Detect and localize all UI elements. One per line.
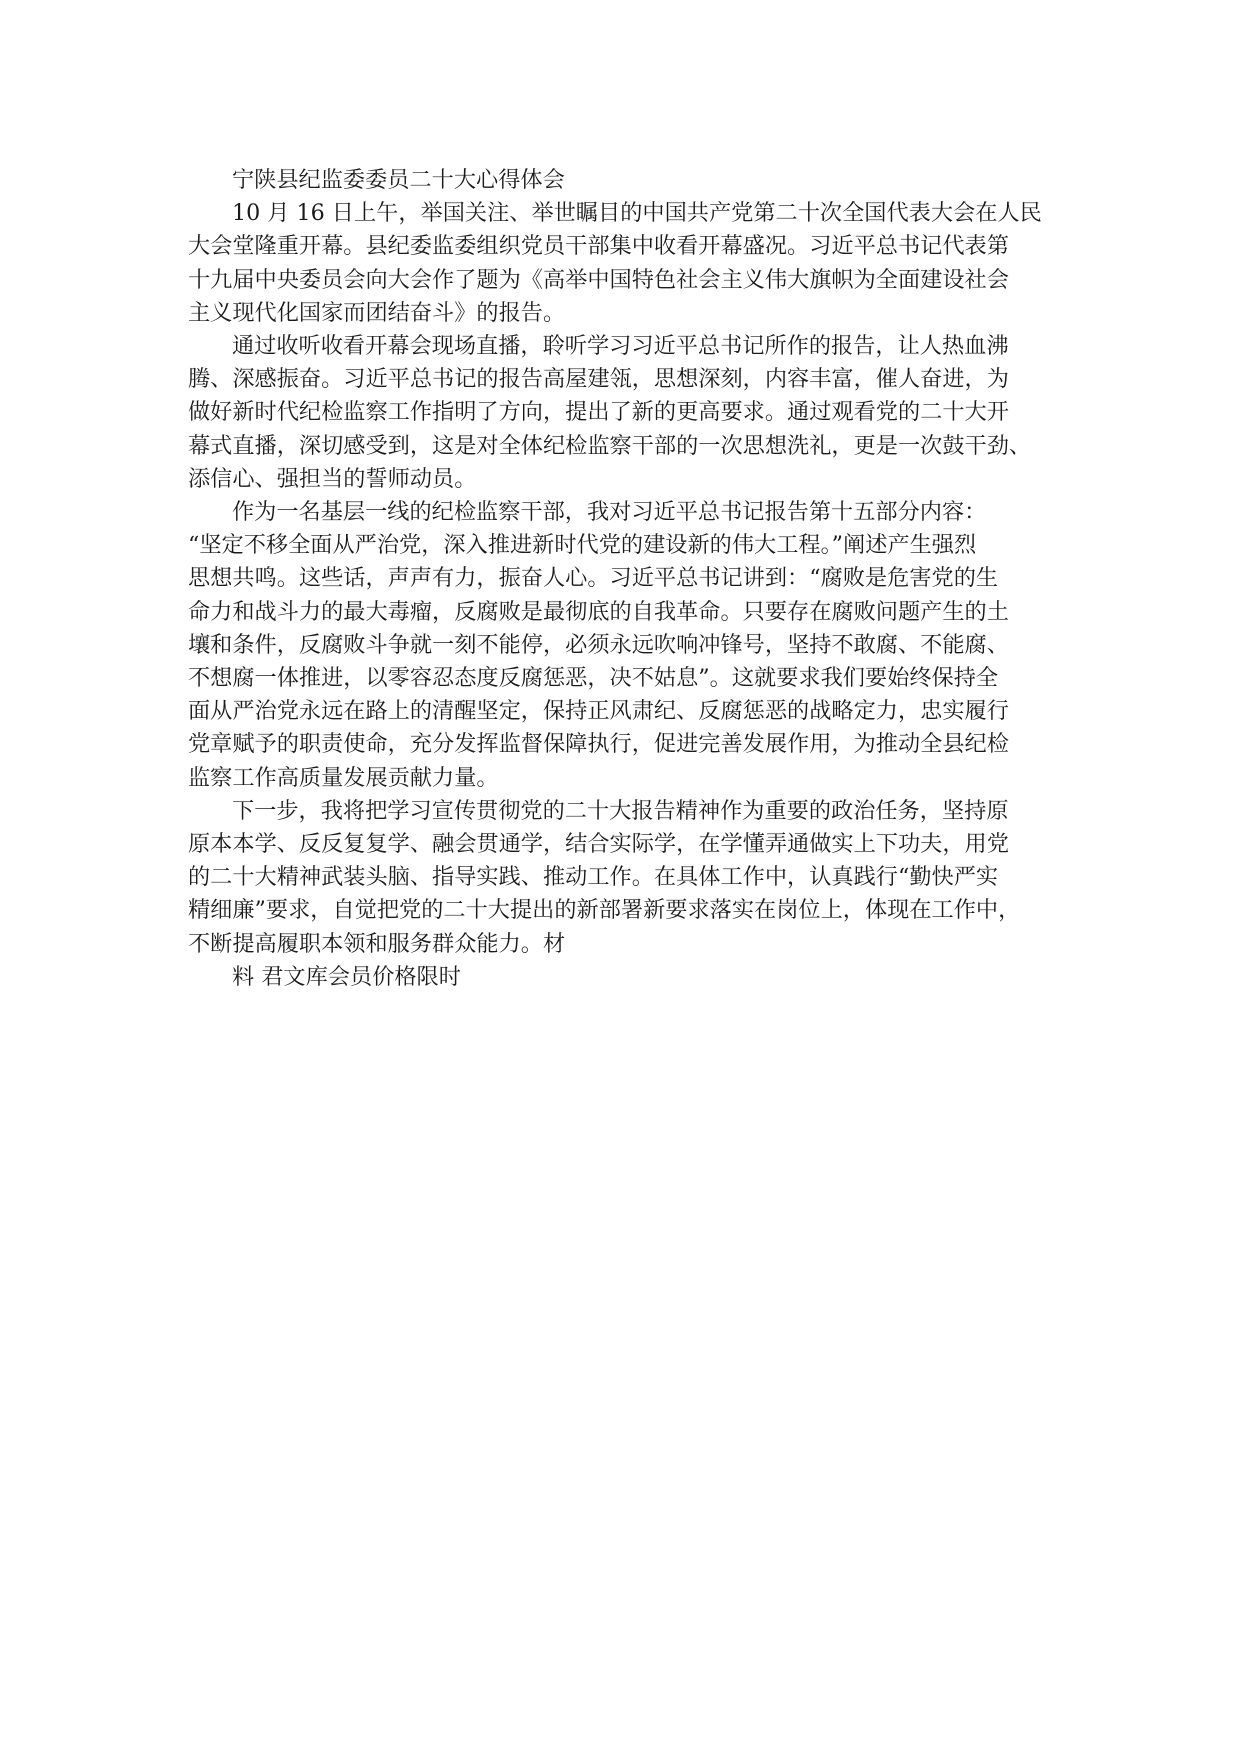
paragraph-line: 主义现代化国家而团结奋斗》的报告。 [188,299,566,326]
paragraph-line: 大会堂隆重开幕。县纪委监委组织党员干部集中收看开幕盛况。习近平总书记代表第 [188,233,1009,260]
paragraph-line: 监察工作高质量发展贡献力量。 [188,764,499,791]
paragraph-line: 10 月 16 日上午，举国关注、举世瞩目的中国共产党第二十次全国代表大会在人民 [232,200,1042,227]
paragraph-line: 通过收听收看开幕会现场直播，聆听学习习近平总书记所作的报告，让人热血沸 [232,333,1009,360]
document-title: 宁陕县纪监委委员二十大心得体会 [232,167,565,193]
paragraph-line: 不想腐一体推进，以零容忍态度反腐惩恶，决不姑息”。这就要求我们要始终保持全 [188,665,999,692]
paragraph-line: 添信心、强担当的誓师动员。 [188,465,477,492]
paragraph-line: 党章赋予的职责使命，充分发挥监督保障执行，促进完善发展作用，为推动全县纪检 [188,731,1009,758]
paragraph-line: 面从严治党永远在路上的清醒坚定，保持正风肃纪、反腐惩恶的战略定力，忠实履行 [188,698,1009,725]
paragraph-line: 下一步，我将把学习宣传贯彻党的二十大报告精神作为重要的政治任务，坚持原 [232,797,1009,824]
paragraph-line: 幕式直播，深切感受到，这是对全体纪检监察干部的一次思想洗礼，更是一次鼓干劲、 [188,432,1032,459]
paragraph-4 [188,795,1068,961]
paragraph-line: 作为一名基层一线的纪检监察干部，我对习近平总书记报告第十五部分内容： [232,499,987,526]
paragraph-line: 的二十大精神武装头脑、指导实践、推动工作。在具体工作中，认真践行“勤快严实 [188,864,999,891]
paragraph-line: 精细廉”要求，自觉把党的二十大提出的新部署新要求落实在岗位上，体现在工作中， [188,897,1021,924]
paragraph-line: 不断提高履职本领和服务群众能力。材 [188,930,566,957]
document-body [188,164,1068,994]
paragraph-line: 思想共鸣。这些话，声声有力，振奋人心。习近平总书记讲到：“腐败是危害党的生 [188,565,999,592]
paragraph-line: 命力和战斗力的最大毒瘤，反腐败是最彻底的自我革命。只要存在腐败问题产生的土 [188,598,1009,625]
paragraph-line: 做好新时代纪检监察工作指明了方向，提出了新的更高要求。通过观看党的二十大开 [188,399,1009,426]
paragraph-line: 壤和条件，反腐败斗争就一刻不能停，必须永远吹响冲锋号，坚持不敢腐、不能腐、 [188,631,1009,658]
paragraph-1 [188,197,1068,330]
paragraph-2 [188,330,1068,496]
paragraph-line: 原本本学、反反复复学、融会贯通学，结合实际学，在学懂弄通做实上下功夫，用党 [188,831,1009,858]
paragraph-line: 十九届中央委员会向大会作了题为《高举中国特色社会主义伟大旗帜为全面建设社会 [188,266,1009,293]
paragraph-line: “坚定不移全面从严治党，深入推进新时代党的建设新的伟大工程。”阐述产生强烈 [188,532,977,559]
footer-line: 料 君文库会员价格限时 [232,963,461,990]
paragraph-line: 腾、深感振奋。习近平总书记的报告高屋建瓴，思想深刻，内容丰富，催人奋进，为 [188,366,1009,393]
paragraph-3 [188,496,1068,795]
